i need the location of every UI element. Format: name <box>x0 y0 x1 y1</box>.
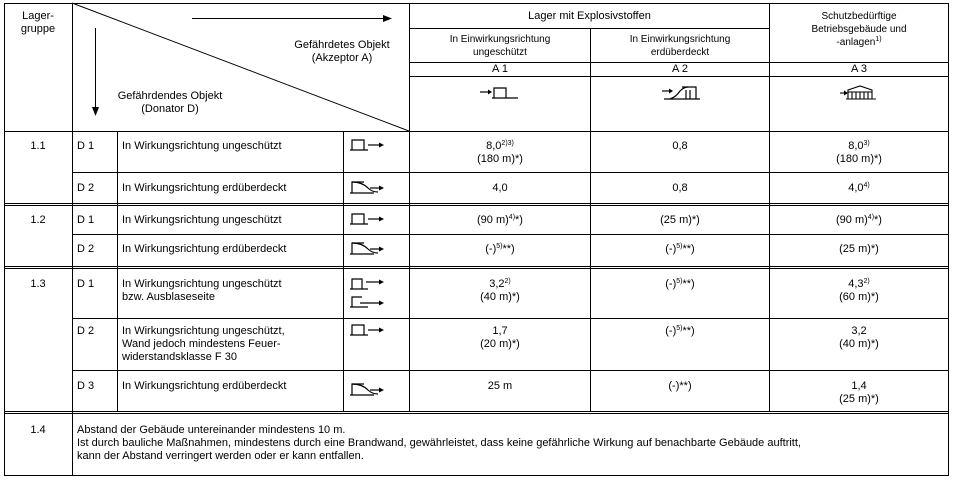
donator-label: D 1 <box>77 140 95 152</box>
group-label-1-3: 1.3 <box>30 278 46 290</box>
cell-a3: 4,3$^{2)}$ (60 m)*) <box>839 278 879 303</box>
building-open-arrow-icon <box>348 277 388 291</box>
group-label-1-4: 1.4 <box>30 424 46 436</box>
cell-a2: (25 m)*) <box>660 214 700 226</box>
row-description: In Wirkungsrichtung erdüberdeckt <box>122 243 287 255</box>
cell-a1: 25 m <box>487 380 513 392</box>
header-a1-desc: In Einwirkungsrichtung ungeschützt <box>449 34 551 58</box>
group-1-4-text: Abstand der Gebäude untereinander mindestens 10 m. Ist durch bauliche Maßnahmen, mindestens durch eine Brandwand, gewährleistet, dass keine gefährliche Wirkung auf benachbarte Gebäude auftritt, kann der Abstand verringert werden oder er kann entfallen. <box>77 424 801 462</box>
earth-covered-building-icon <box>348 240 388 256</box>
row-description: In Wirkungsrichtung ungeschützt, Wand jedoch mindestens Feuer- widerstandsklasse F 30 <box>122 325 285 363</box>
group-label-1-1: 1.1 <box>30 140 46 152</box>
cell-a1: (90 m)$^{4)}$*) <box>477 214 523 226</box>
header-donator: Gefährdendes Objekt (Donator D) <box>117 90 223 115</box>
cell-a3: 8,0$^{3)}$ (180 m)*) <box>836 140 882 165</box>
header-akzeptor: Gefährdetes Objekt (Akzeptor A) <box>294 39 390 64</box>
cell-a3: 3,2 (40 m)*) <box>839 325 879 350</box>
cell-a2: 0,8 <box>672 140 688 152</box>
row-description: In Wirkungsrichtung ungeschützt <box>122 140 282 152</box>
cell-a2: $(-)^{5)}**$) <box>665 243 695 255</box>
donator-label: D 1 <box>77 214 95 226</box>
blowout-side-icon <box>348 295 388 309</box>
header-lagergruppe: Lager- gruppe <box>20 10 56 35</box>
building-open-arrow-icon <box>348 212 388 226</box>
donator-label: D 2 <box>77 325 95 337</box>
building-open-arrow-icon <box>478 86 522 100</box>
cell-a2: 0,8 <box>672 182 688 194</box>
group-label-1-2: 1.2 <box>30 214 46 226</box>
cell-a3: 1,4 (25 m)*) <box>839 380 879 405</box>
header-a2-desc: In Einwirkungsrichtung erdüberdeckt <box>629 34 731 58</box>
cell-a3: (90 m)$^{4)}$*) <box>836 214 882 226</box>
cell-a2: (-)**) <box>668 380 692 392</box>
donator-label: D 1 <box>77 278 95 290</box>
cell-a3: 4,0$^{4)}$ <box>848 182 870 194</box>
cell-a1: $8,0^{2)3)}$ (180 m)*) <box>477 140 523 165</box>
row-description: In Wirkungsrichtung ungeschützt <box>122 214 282 226</box>
donator-label: D 2 <box>77 182 95 194</box>
building-open-arrow-icon <box>348 138 388 152</box>
cell-a1: $(-)^{5)}**$) <box>485 243 515 255</box>
protected-building-icon <box>838 85 882 101</box>
donator-label: D 3 <box>77 380 95 392</box>
cell-a1: 1,7 (20 m)*) <box>480 325 520 350</box>
cell-a1: 3,2$^{2)}$ (40 m)*) <box>480 278 520 303</box>
row-description: In Wirkungsrichtung erdüberdeckt <box>122 380 287 392</box>
row-description: In Wirkungsrichtung erdüberdeckt <box>122 182 287 194</box>
header-a3: A 3 <box>851 63 867 75</box>
cell-a2: $(-)^{5)}**$) <box>665 278 695 290</box>
earth-covered-building-icon <box>660 85 704 101</box>
header-a3-desc: Schutzbedürftige Betriebsgebäude und -anlagen$^{1)}$ <box>811 11 907 48</box>
row-description: In Wirkungsrichtung ungeschützt bzw. Ausblaseseite <box>122 278 282 303</box>
cell-a1: 4,0 <box>492 182 508 194</box>
cell-a2: $(-)^{5)}**$) <box>665 325 695 337</box>
header-a1: A 1 <box>492 63 508 75</box>
donator-label: D 2 <box>77 243 95 255</box>
earth-covered-building-icon <box>348 179 388 195</box>
cell-a3: (25 m)*) <box>839 243 879 255</box>
earth-covered-building-icon <box>348 381 388 397</box>
header-a2: A 2 <box>672 63 688 75</box>
header-lager-explosiv: Lager mit Explosivstoffen <box>528 10 651 22</box>
building-open-arrow-icon <box>348 323 388 337</box>
